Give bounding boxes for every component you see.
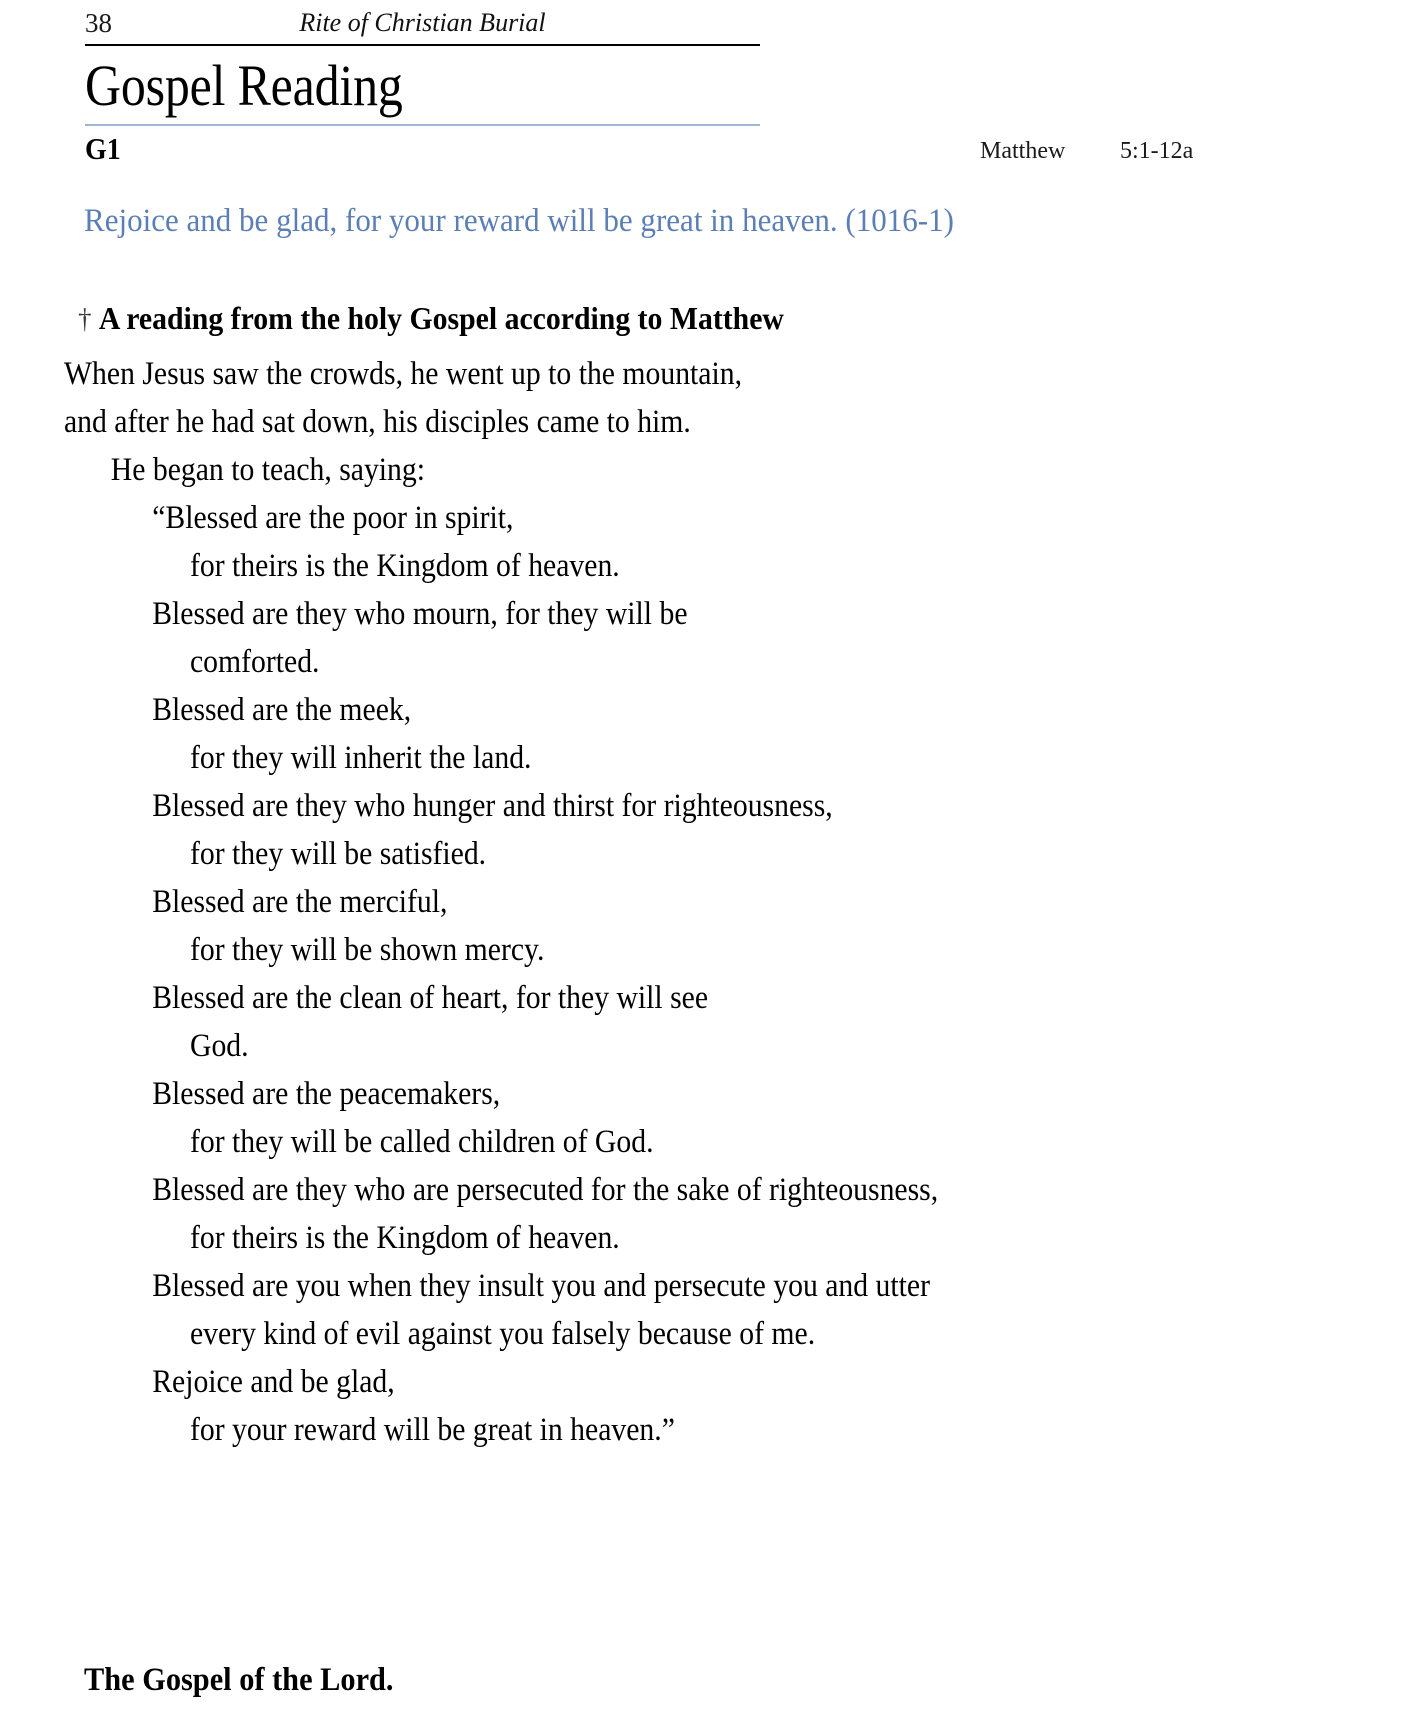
- running-header: [85, 6, 760, 42]
- gospel-incipit: [78, 297, 1241, 340]
- scripture-verses: 5:1-12a: [1120, 138, 1194, 164]
- cross-icon: †: [78, 303, 92, 335]
- scripture-book: Matthew: [980, 138, 1066, 164]
- reading-line: for they will inherit the land.: [190, 740, 532, 776]
- reading-line: for they will be called children of God.: [190, 1124, 654, 1160]
- reading-line: God.: [190, 1028, 249, 1064]
- title-rule: [85, 124, 760, 126]
- reading-line: Blessed are the clean of heart, for they will see: [152, 980, 709, 1016]
- reading-line: for your reward will be great in heaven.”: [190, 1412, 675, 1448]
- reading-line: for theirs is the Kingdom of heaven.: [190, 1220, 620, 1256]
- reading-body: [64, 350, 1364, 1454]
- reading-line: He began to teach, saying:: [110, 452, 426, 488]
- running-title: Rite of Christian Burial: [299, 8, 546, 37]
- reading-line: “Blessed are the poor in spirit,: [152, 500, 514, 536]
- reading-line: comforted.: [190, 644, 320, 680]
- closing-acclamation: The Gospel of the Lord.: [84, 1662, 394, 1698]
- page-title: Gospel Reading: [85, 53, 403, 118]
- reading-line: Blessed are they who hunger and thirst for righteousness,: [152, 788, 833, 824]
- reading-line: Blessed are the meek,: [152, 692, 412, 728]
- reading-line: Blessed are the peacemakers,: [152, 1076, 501, 1112]
- reading-line: for theirs is the Kingdom of heaven.: [190, 548, 620, 584]
- reading-line: Rejoice and be glad,: [152, 1364, 395, 1400]
- incipit-label: A reading from the holy Gospel according to Matthew: [98, 300, 784, 336]
- header-rule: [85, 44, 760, 46]
- reading-code: G1: [85, 131, 121, 166]
- reading-line: for they will be shown mercy.: [190, 932, 545, 968]
- reading-line: When Jesus saw the crowds, he went up to the mountain,: [64, 356, 743, 392]
- page-number: 38: [85, 8, 112, 38]
- antiphon-text: Rejoice and be glad, for your reward will be great in heaven. (1016-1): [84, 203, 954, 239]
- reading-line: and after he had sat down, his disciples came to him.: [64, 404, 691, 440]
- reading-line: every kind of evil against you falsely because of me.: [190, 1316, 816, 1352]
- reference-line: [85, 130, 1305, 170]
- reading-line: for they will be satisfied.: [190, 836, 487, 872]
- reading-line: Blessed are you when they insult you and persecute you and utter: [152, 1268, 930, 1304]
- reading-line: Blessed are they who are persecuted for the sake of righteousness,: [152, 1172, 939, 1208]
- reading-line: Blessed are they who mourn, for they will be: [152, 596, 688, 632]
- reading-line: Blessed are the merciful,: [152, 884, 448, 920]
